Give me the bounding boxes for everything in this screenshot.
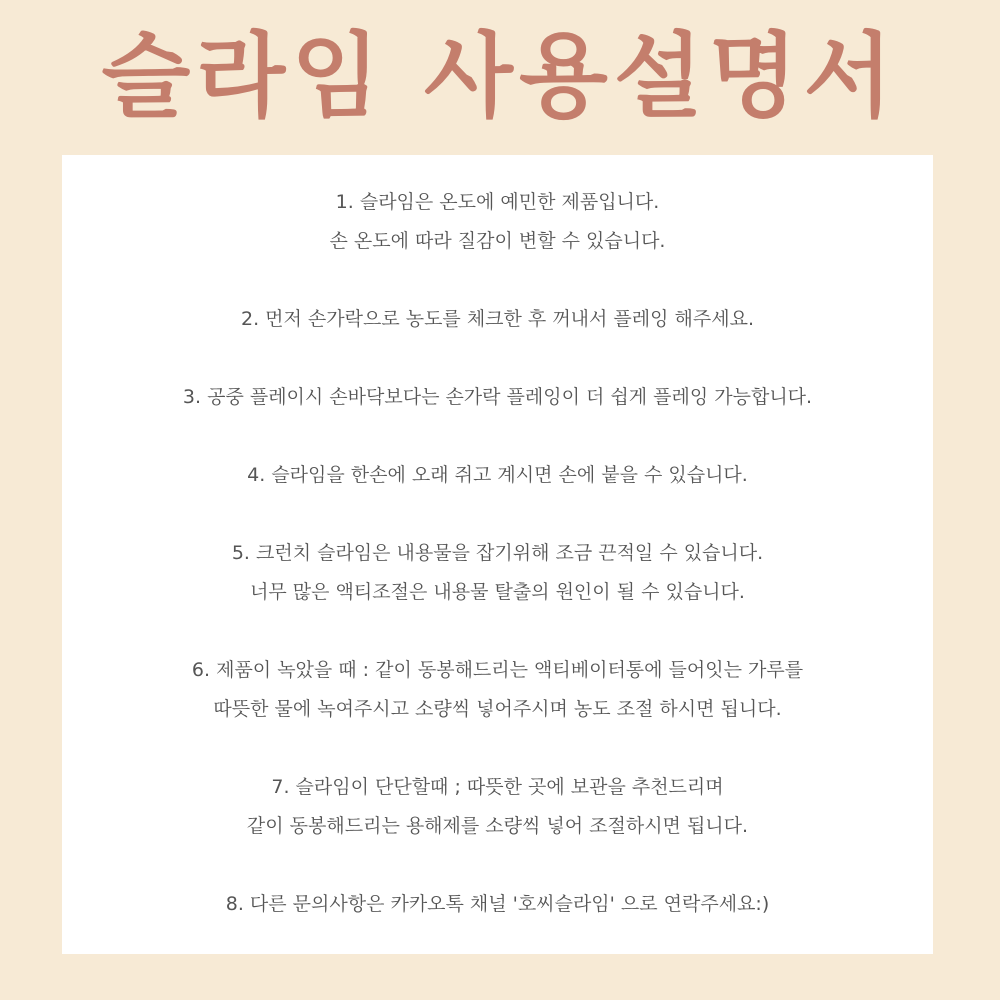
- instruction-line: 3. 공중 플레이시 손바닥보다는 손가락 플레잉이 더 쉽게 플레잉 가능합니다.: [182, 386, 813, 408]
- instruction-line: 6. 제품이 녹았을 때 : 같이 동봉해드리는 액티베이터통에 들어잇는 가루를: [191, 659, 804, 681]
- instruction-line: 너무 많은 액티조절은 내용물 탈출의 원인이 될 수 있습니다.: [250, 581, 745, 603]
- instruction-line: 같이 동봉해드리는 용해제를 소량씩 넣어 조절하시면 됩니다.: [246, 815, 749, 837]
- instruction-line: 8. 다른 문의사항은 카카오톡 채널 '호씨슬라임' 으로 연락주세요:): [225, 893, 770, 915]
- instruction-line: 따뜻한 물에 녹여주시고 소량씩 넣어주시며 농도 조절 하시면 됩니다.: [213, 698, 782, 720]
- instruction-line: 1. 슬라임은 온도에 예민한 제품입니다.: [335, 191, 660, 213]
- instruction-line: 4. 슬라임을 한손에 오래 쥐고 계시면 손에 붙을 수 있습니다.: [247, 464, 748, 486]
- instructions-list: [62, 183, 933, 963]
- instruction-item-1: [62, 183, 933, 261]
- instruction-line: 7. 슬라임이 단단할때 ; 따뜻한 곳에 보관을 추천드리며: [271, 776, 724, 798]
- instruction-line: 손 온도에 따라 질감이 변할 수 있습니다.: [329, 230, 666, 252]
- instruction-item-3: [62, 378, 933, 417]
- instruction-item-5: [62, 534, 933, 612]
- instruction-item-8: [62, 885, 933, 924]
- instruction-item-2: [62, 300, 933, 339]
- instruction-item-4: [62, 456, 933, 495]
- page-title: 슬라임 사용설명서: [101, 23, 899, 130]
- instruction-line: 5. 크런치 슬라임은 내용물을 잡기위해 조금 끈적일 수 있습니다.: [231, 542, 764, 564]
- instruction-item-6: [62, 651, 933, 729]
- instruction-item-7: [62, 768, 933, 846]
- instructions-card: [62, 155, 933, 954]
- instruction-line: 2. 먼저 손가락으로 농도를 체크한 후 꺼내서 플레잉 해주세요.: [241, 308, 754, 330]
